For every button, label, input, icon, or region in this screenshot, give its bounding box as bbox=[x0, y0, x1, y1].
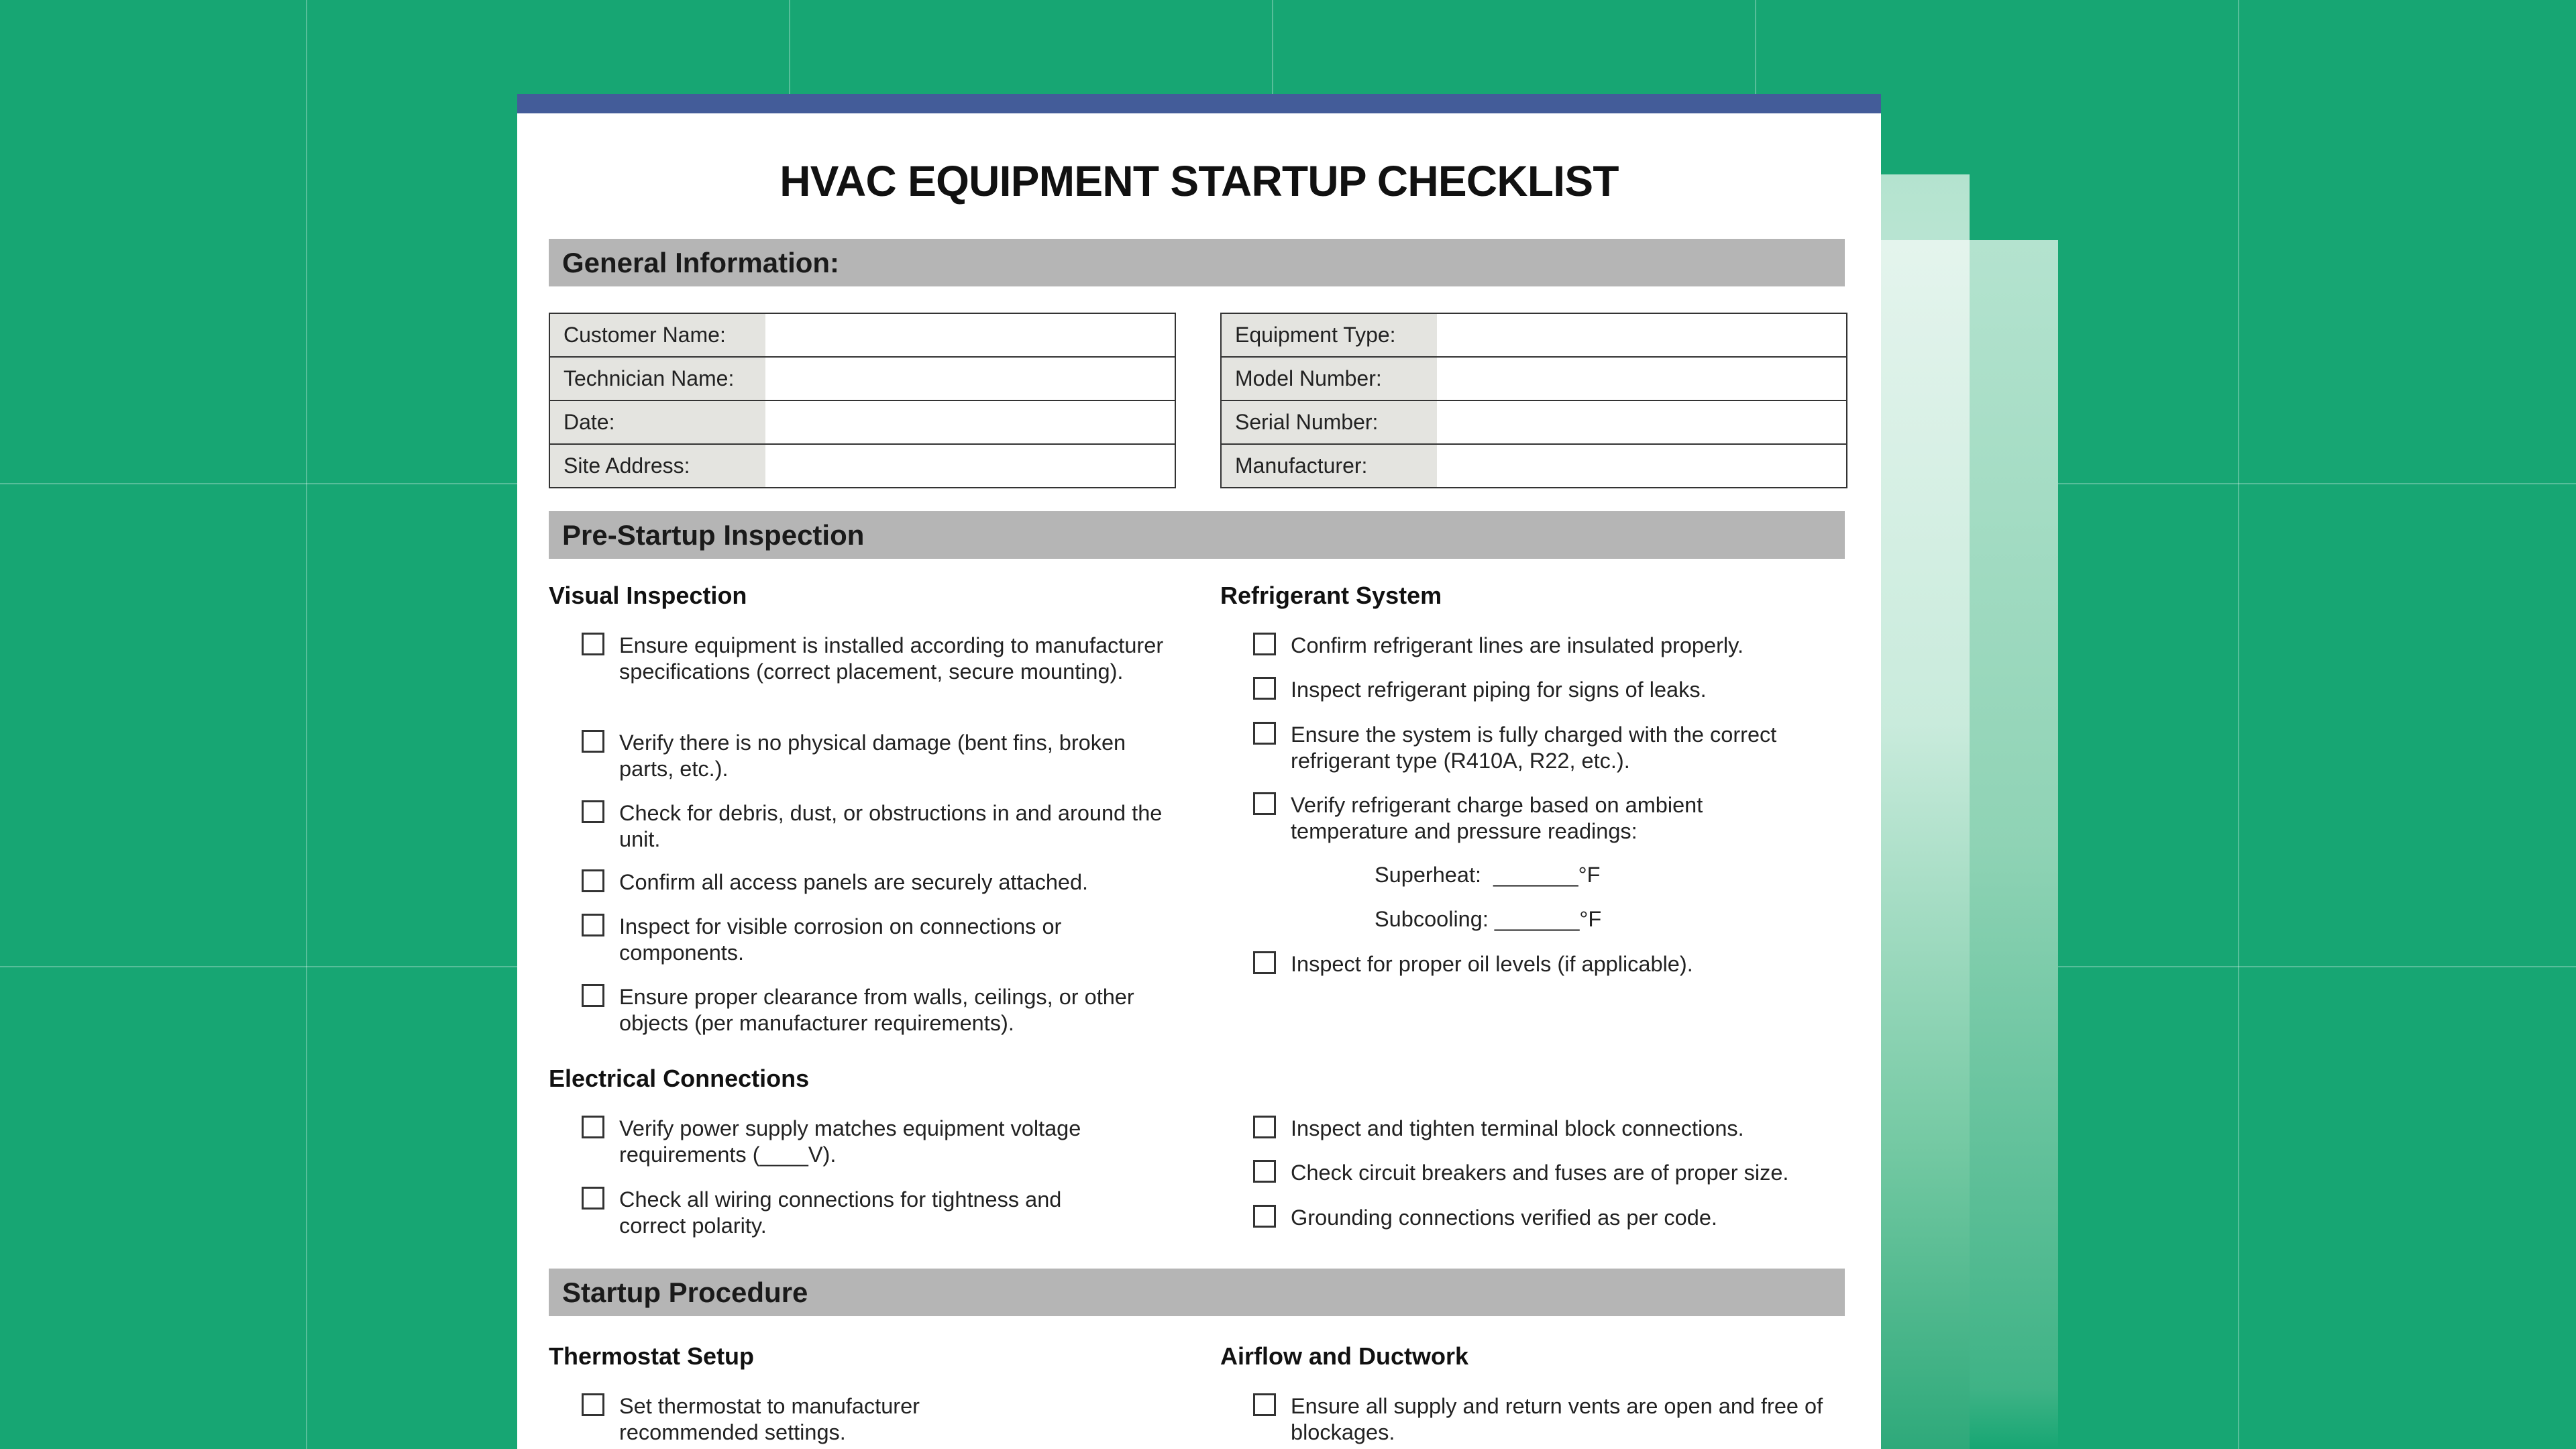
equipment-info-table bbox=[1220, 313, 1847, 488]
item-text: Confirm all access panels are securely attached. bbox=[619, 870, 1089, 894]
table-row bbox=[550, 314, 1175, 358]
customer-name-field[interactable] bbox=[765, 314, 1175, 356]
checklist-item bbox=[1220, 1393, 1858, 1446]
stacked-page-back bbox=[1970, 240, 2058, 1449]
checklist-document bbox=[517, 94, 1881, 1449]
field-label: Equipment Type: bbox=[1222, 314, 1437, 356]
field-label: Serial Number: bbox=[1222, 401, 1437, 443]
checklist-item bbox=[549, 633, 1186, 685]
field-label: Manufacturer: bbox=[1222, 445, 1437, 487]
checkbox[interactable] bbox=[582, 984, 604, 1007]
field-label: Site Address: bbox=[550, 445, 765, 487]
section-heading: Pre-Startup Inspection bbox=[562, 519, 865, 551]
subheading-refrigerant-system: Refrigerant System bbox=[1220, 582, 1442, 609]
checklist-item bbox=[549, 914, 1095, 966]
section-heading: Startup Procedure bbox=[562, 1277, 808, 1308]
checklist-item bbox=[1220, 951, 1858, 977]
checklist-item bbox=[549, 984, 1186, 1036]
checkbox[interactable] bbox=[1253, 1393, 1276, 1416]
section-pre-startup-inspection bbox=[549, 511, 1845, 559]
checklist-item bbox=[549, 869, 1186, 896]
checkbox[interactable] bbox=[1253, 677, 1276, 700]
accent-bar bbox=[517, 94, 1881, 113]
checkbox[interactable] bbox=[582, 1187, 604, 1210]
checkbox[interactable] bbox=[582, 633, 604, 655]
item-text: Inspect for visible corrosion on connections or components. bbox=[619, 914, 1062, 965]
checkbox[interactable] bbox=[582, 1116, 604, 1138]
item-text: Ensure proper clearance from walls, ceilings, or other objects (per manufacturer requirements). bbox=[619, 985, 1134, 1035]
checkbox[interactable] bbox=[1253, 792, 1276, 815]
table-row bbox=[550, 358, 1175, 401]
checklist-item bbox=[1220, 1116, 1858, 1142]
field-label: Date: bbox=[550, 401, 765, 443]
item-text: Inspect for proper oil levels (if applicable). bbox=[1291, 952, 1693, 976]
item-text: Set thermostat to manufacturer recommended settings. bbox=[619, 1394, 920, 1444]
table-row bbox=[1222, 358, 1846, 401]
manufacturer-field[interactable] bbox=[1437, 445, 1846, 487]
checkbox[interactable] bbox=[1253, 1116, 1276, 1138]
checklist-item bbox=[1220, 633, 1858, 659]
table-row bbox=[1222, 445, 1846, 487]
checkbox[interactable] bbox=[582, 914, 604, 936]
document-title: HVAC EQUIPMENT STARTUP CHECKLIST bbox=[780, 157, 1619, 205]
checklist-item bbox=[1220, 1205, 1858, 1231]
item-text: Verify refrigerant charge based on ambient temperature and pressure readings: bbox=[1291, 793, 1703, 843]
site-address-field[interactable] bbox=[765, 445, 1175, 487]
subcooling-reading[interactable]: Subcooling: _______°F bbox=[1375, 907, 1602, 931]
field-label: Technician Name: bbox=[550, 358, 765, 400]
subheading-electrical-connections: Electrical Connections bbox=[549, 1065, 810, 1092]
checkbox[interactable] bbox=[582, 1393, 604, 1416]
field-label: Customer Name: bbox=[550, 314, 765, 356]
checklist-item bbox=[1220, 1160, 1858, 1186]
checklist-item bbox=[1220, 792, 1784, 845]
subheading-airflow-ductwork: Airflow and Ductwork bbox=[1220, 1342, 1469, 1370]
item-text: Verify power supply matches equipment voltage requirements (____V). bbox=[619, 1116, 1081, 1167]
item-text: Ensure equipment is installed according to manufacturer specifications (correct placement, secure mounting). bbox=[619, 633, 1164, 684]
section-startup-procedure bbox=[549, 1269, 1845, 1316]
item-text: Check all wiring connections for tightness and correct polarity. bbox=[619, 1187, 1062, 1238]
subheading-thermostat-setup: Thermostat Setup bbox=[549, 1342, 755, 1370]
technician-name-field[interactable] bbox=[765, 358, 1175, 400]
item-text: Ensure the system is fully charged with the correct refrigerant type (R410A, R22, etc.). bbox=[1291, 722, 1777, 773]
checklist-item bbox=[549, 800, 1186, 853]
section-heading: General Information: bbox=[562, 247, 840, 278]
item-text: Check for debris, dust, or obstructions in and around the unit. bbox=[619, 801, 1163, 851]
checklist-item bbox=[549, 1116, 1145, 1168]
item-text: Check circuit breakers and fuses are of proper size. bbox=[1291, 1161, 1789, 1185]
subheading-visual-inspection: Visual Inspection bbox=[549, 582, 747, 609]
customer-info-table bbox=[549, 313, 1176, 488]
grid-line bbox=[306, 0, 307, 1449]
checklist-item bbox=[1220, 677, 1858, 703]
checklist-item bbox=[549, 730, 1186, 782]
equipment-type-field[interactable] bbox=[1437, 314, 1846, 356]
superheat-reading[interactable]: Superheat: _______°F bbox=[1375, 863, 1601, 887]
item-text: Inspect refrigerant piping for signs of leaks. bbox=[1291, 678, 1707, 702]
checkbox[interactable] bbox=[1253, 1205, 1276, 1228]
item-text: Inspect and tighten terminal block connections. bbox=[1291, 1116, 1744, 1140]
checkbox[interactable] bbox=[1253, 951, 1276, 974]
checkbox[interactable] bbox=[582, 800, 604, 823]
checkbox[interactable] bbox=[582, 869, 604, 892]
table-row bbox=[1222, 401, 1846, 445]
grid-line bbox=[2238, 0, 2239, 1449]
item-text: Confirm refrigerant lines are insulated properly. bbox=[1291, 633, 1743, 657]
model-number-field[interactable] bbox=[1437, 358, 1846, 400]
checkbox[interactable] bbox=[1253, 722, 1276, 745]
checklist-item bbox=[549, 1187, 1128, 1239]
checkbox[interactable] bbox=[1253, 1160, 1276, 1183]
checkbox[interactable] bbox=[582, 730, 604, 753]
item-text: Verify there is no physical damage (bent fins, broken parts, etc.). bbox=[619, 731, 1126, 781]
section-general-information bbox=[549, 239, 1845, 286]
item-text: Ensure all supply and return vents are open and free of blockages. bbox=[1291, 1394, 1823, 1444]
table-row bbox=[550, 445, 1175, 487]
serial-number-field[interactable] bbox=[1437, 401, 1846, 443]
table-row bbox=[1222, 314, 1846, 358]
field-label: Model Number: bbox=[1222, 358, 1437, 400]
checkbox[interactable] bbox=[1253, 633, 1276, 655]
checklist-item bbox=[549, 1393, 1030, 1446]
date-field[interactable] bbox=[765, 401, 1175, 443]
checklist-item bbox=[1220, 722, 1858, 774]
item-text: Grounding connections verified as per code. bbox=[1291, 1205, 1717, 1230]
stacked-page-front bbox=[1881, 240, 1970, 1449]
table-row bbox=[550, 401, 1175, 445]
